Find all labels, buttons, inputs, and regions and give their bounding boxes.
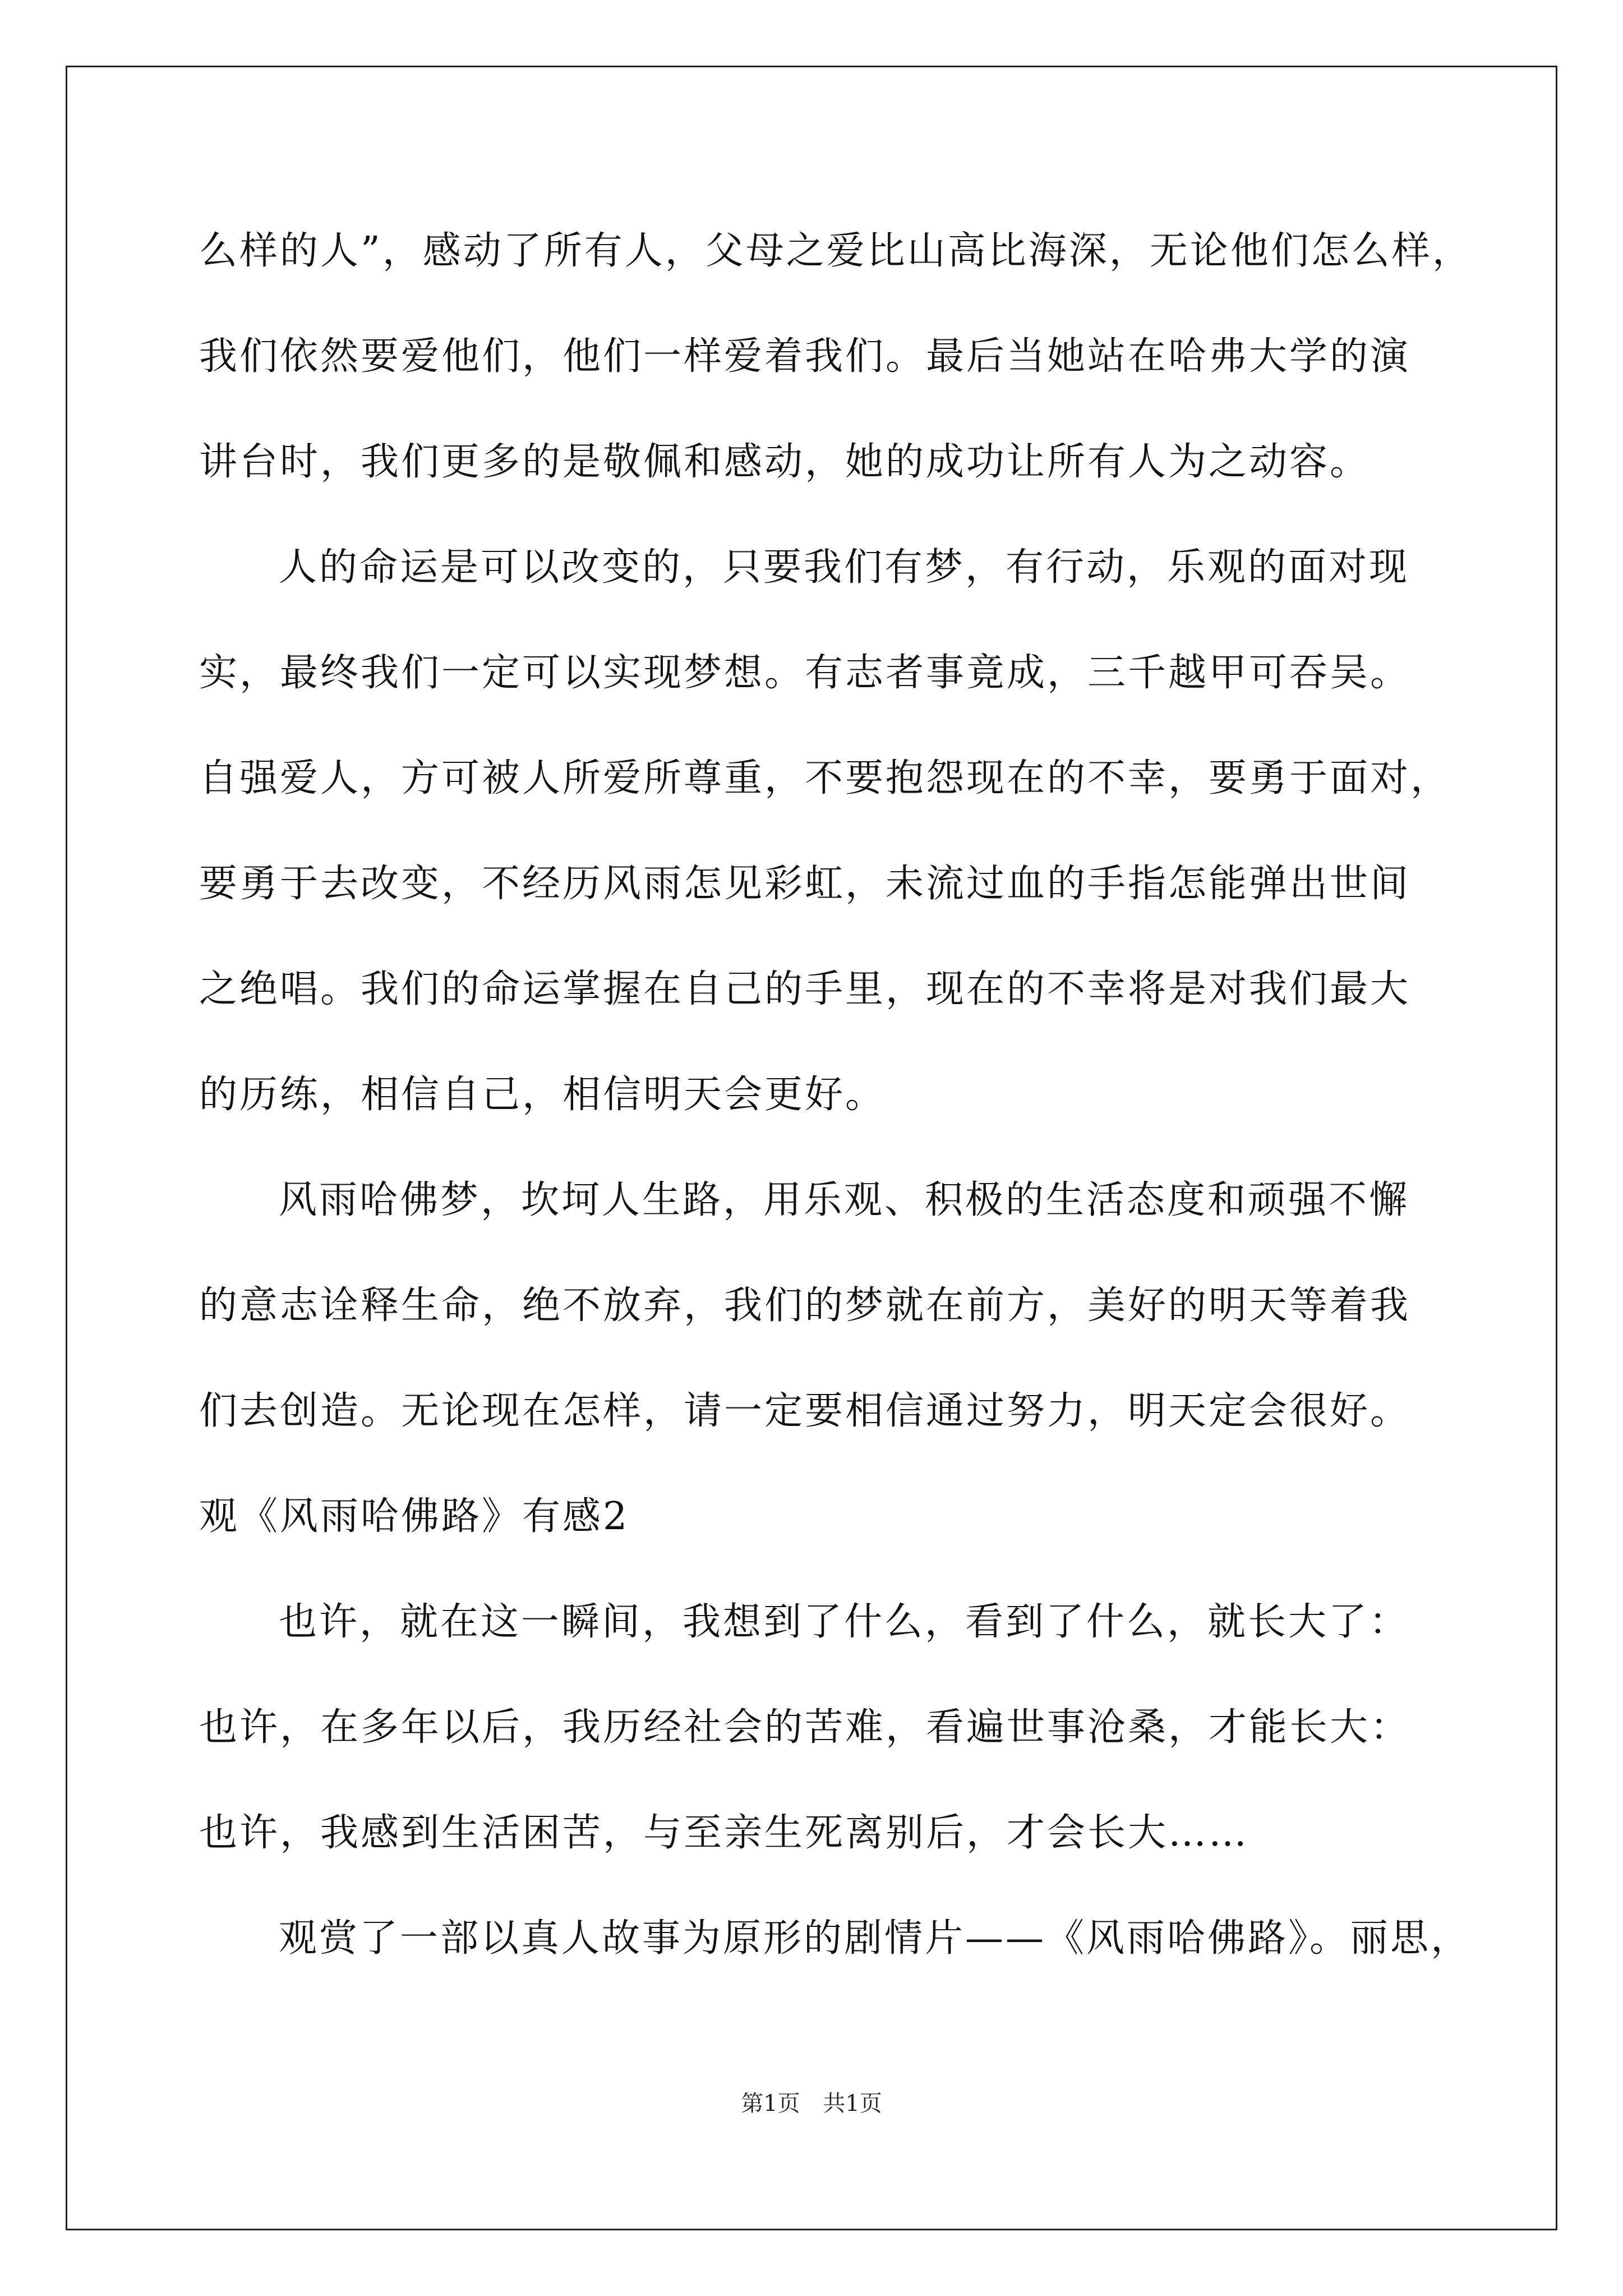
text-line: 的意志诠释生命，绝不放弃，我们的梦就在前方，美好的明天等着我: [199, 1283, 1411, 1328]
text-line: 么样的人”，感动了所有人，父母之爱比山高比海深，无论他们怎么样，: [199, 229, 1473, 273]
text-line: 也许，我感到生活困苦，与至亲生死离别后，才会长大……: [199, 1811, 1249, 1855]
text-line: 也许，在多年以后，我历经社会的苦难，看遍世事沧桑，才能长大：: [199, 1705, 1411, 1750]
page-total: 共1页: [823, 2091, 882, 2116]
text-line: 实，最终我们一定可以实现梦想。有志者事竟成，三千越甲可吞吴。: [199, 651, 1411, 695]
paragraph-start-line: 风雨哈佛梦，坎坷人生路，用乐观、积极的生活态度和顽强不懈: [279, 1178, 1410, 1222]
paragraph-start-line: 也许，就在这一瞬间，我想到了什么，看到了什么，就长大了：: [279, 1600, 1410, 1644]
text-line: 之绝唱。我们的命运掌握在自己的手里，现在的不幸将是对我们最大: [199, 967, 1411, 1011]
page-number: 第1页: [741, 2091, 800, 2116]
text-line: 讲台时，我们更多的是敬佩和感动，她的成功让所有人为之动容。: [199, 440, 1371, 484]
page-border: [66, 66, 1557, 2230]
text-line: 的历练，相信自己，相信明天会更好。: [199, 1073, 886, 1117]
text-line: 自强爱人，方可被人所爱所尊重，不要抱怨现在的不幸，要勇于面对，: [199, 756, 1451, 800]
page-footer: [0, 2087, 1623, 2120]
text-line: 要勇于去改变，不经历风雨怎见彩虹，未流过血的手指怎能弹出世间: [199, 862, 1411, 906]
section-title: 观《风雨哈佛路》有感2: [199, 1494, 630, 1539]
paragraph-start-line: 人的命运是可以改变的，只要我们有梦，有行动，乐观的面对现: [279, 545, 1410, 590]
paragraph-start-line: 观赏了一部以真人故事为原形的剧情片——《风雨哈佛路》。丽思，: [279, 1916, 1472, 1961]
text-line: 们去创造。无论现在怎样，请一定要相信通过努力，明天定会很好。: [199, 1389, 1411, 1433]
text-line: 我们依然要爱他们，他们一样爱着我们。最后当她站在哈弗大学的演: [199, 334, 1411, 379]
